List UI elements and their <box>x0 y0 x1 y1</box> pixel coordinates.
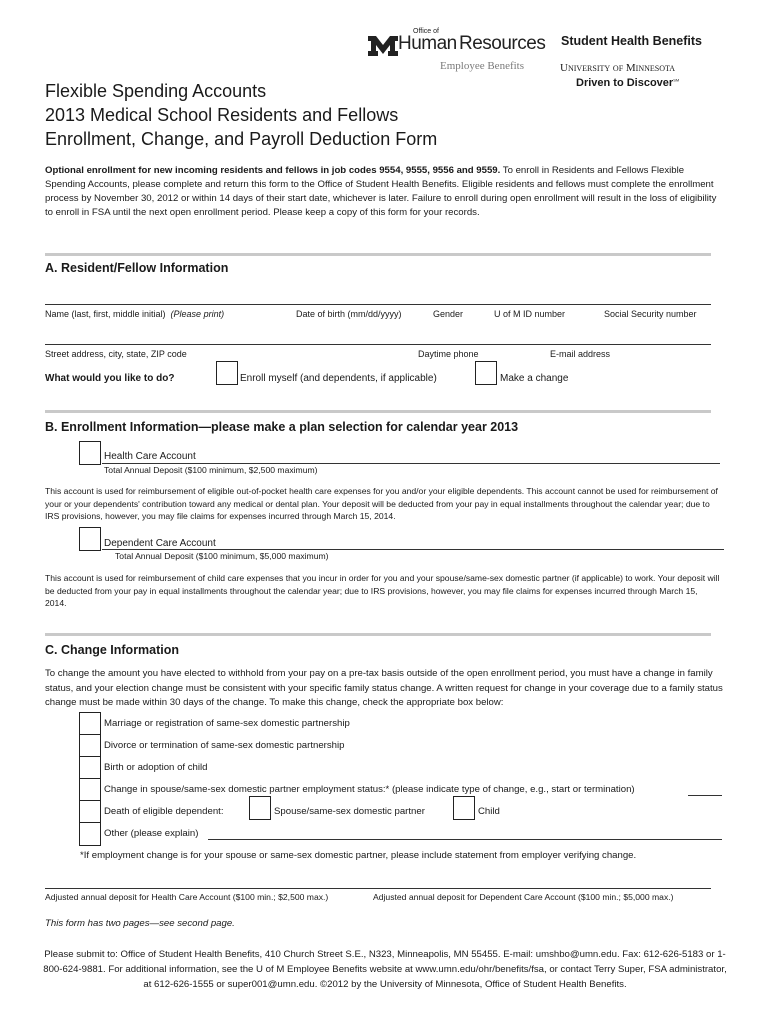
ssn-label: Social Security number <box>604 309 697 319</box>
opt-employment-checkbox[interactable] <box>79 778 101 802</box>
dca-deposit-note: Total Annual Deposit ($100 minimum, $5,000 maximum) <box>115 551 329 561</box>
opt-other-label: Other (please explain) <box>104 828 199 839</box>
dca-label: Dependent Care Account <box>104 538 216 549</box>
action-question: What would you like to do? <box>45 373 175 384</box>
hca-amount-line[interactable] <box>102 463 720 464</box>
opt-marriage-label: Marriage or registration of same-sex domestic partnership <box>104 718 350 729</box>
title-line-3: Enrollment, Change, and Payroll Deduction Form <box>45 129 438 149</box>
submit-instructions: Please submit to: Office of Student Health Benefits, 410 Church Street S.E., N323, Minneapolis, MN 55455. E-mail: umshbo@umn.edu. Fax: 612-626-5183 or 1-800-624-9881. For additional information, see the U of M Employee Benefits website at www.umn.edu/ohr/benefits/fsa, or contact Terry Super, FSA administrator, at 612-626-1555 or super001@umn.edu. ©2012 by the University of Minnesota, Office of Student Health Benefits. <box>43 949 727 990</box>
tagline-mark: SM <box>673 77 680 83</box>
hr-human: Human <box>398 33 457 54</box>
death-spouse-checkbox[interactable] <box>249 796 271 820</box>
intro-paragraph <box>45 164 725 220</box>
death-child-checkbox[interactable] <box>453 796 475 820</box>
form-title <box>45 79 437 151</box>
death-child-label: Child <box>478 806 500 817</box>
employment-footnote: *If employment change is for your spouse or same-sex domestic partner, please include statement from employer verifying change. <box>80 850 637 861</box>
please-print: (Please print) <box>170 309 225 319</box>
intro-text: To enroll in Residents and Fellows Flexible Spending Accounts, please complete and return this form to the Office of Student Health Benefits. Eligible residents and fellows must complete the enrollment process by November 30, 2012 or within 14 days of their start date, whichever is later. Failure to enroll during open enrollment will result in the loss of eligibility to enroll in FSA until the next open enrollment period. Please keep a copy of this form for your records. <box>45 165 717 218</box>
divider <box>45 410 711 413</box>
enroll-checkbox[interactable] <box>216 361 238 385</box>
opt-birth-checkbox[interactable] <box>79 756 101 780</box>
hca-checkbox[interactable] <box>79 441 101 465</box>
section-c-intro: To change the amount you have elected to withhold from your pay on a pre-tax basis outside of the open enrollment period, you must have a change in family status, and your election change must be consistent with your specific family status change. A written request for change in your coverage due to a family status change must be made within 30 days of the change. To make this change, check the appropriate box below: <box>45 668 723 708</box>
opt-employment-line[interactable] <box>688 795 722 796</box>
address-row-line[interactable] <box>45 344 711 345</box>
change-checkbox[interactable] <box>475 361 497 385</box>
umn-logo <box>557 34 717 94</box>
tagline-text: Driven to Discover <box>576 77 674 89</box>
hr-logo <box>366 28 546 76</box>
adj-hca-label: Adjusted annual deposit for Health Care Account ($100 min.; $2,500 max.) <box>45 892 329 902</box>
adjusted-deposit-line[interactable] <box>45 888 711 889</box>
divider <box>45 633 711 636</box>
opt-employment-label: Change in spouse/same-sex domestic partner employment status:* (please indicate type of change, e.g., start or termination) <box>104 784 635 795</box>
block-m-logo-icon <box>368 36 398 56</box>
opt-divorce-label: Divorce or termination of same-sex domestic partnership <box>104 740 345 751</box>
opt-divorce-checkbox[interactable] <box>79 734 101 758</box>
intro-bold: Optional enrollment for new incoming residents and fellows in job codes 9554, 9555, 9556 and 9559. <box>45 165 501 176</box>
enroll-label: Enroll myself (and dependents, if applicable) <box>240 373 437 384</box>
hca-label: Health Care Account <box>104 451 196 462</box>
hr-office-of: Office of <box>413 28 439 35</box>
death-spouse-label: Spouse/same-sex domestic partner <box>274 806 425 817</box>
opt-other-checkbox[interactable] <box>79 822 101 846</box>
umid-label: U of M ID number <box>494 309 566 319</box>
opt-death-checkbox[interactable] <box>79 800 101 824</box>
hr-resources: Resources <box>459 33 546 54</box>
section-a-heading: A. Resident/Fellow Information <box>45 261 229 275</box>
section-c-heading: C. Change Information <box>45 643 180 657</box>
opt-other-line[interactable] <box>208 839 722 840</box>
hca-description: This account is used for reimbursement of eligible out-of-pocket health care expenses for you and/or your eligible dependents. This account cannot be used for reimbursement of your or your dependents' contribution toward any medical or dental plan. Your deposit will be deducted from your pay in equal installments throughout the calendar year; due to IRS provisions, however, you may file claims for expenses incurred through March 15, 2014. <box>45 486 718 521</box>
title-line-1: Flexible Spending Accounts <box>45 81 267 101</box>
opt-marriage-checkbox[interactable] <box>79 712 101 736</box>
street-label: Street address, city, state, ZIP code <box>45 349 187 359</box>
tagline <box>576 77 679 89</box>
opt-birth-label: Birth or adoption of child <box>104 762 208 773</box>
name-label <box>45 309 224 319</box>
change-label: Make a change <box>500 373 569 384</box>
umn-label: University of Minnesota <box>560 62 676 74</box>
phone-label: Daytime phone <box>418 349 479 359</box>
title-line-2: 2013 Medical School Residents and Fellows <box>45 105 399 125</box>
email-label: E-mail address <box>550 349 611 359</box>
hca-deposit-note: Total Annual Deposit ($100 minimum, $2,500 maximum) <box>104 465 318 475</box>
gender-label: Gender <box>433 309 464 319</box>
shb-label: Student Health Benefits <box>561 34 702 48</box>
adj-dca-label: Adjusted annual deposit for Dependent Care Account ($100 min.; $5,000 max.) <box>373 892 674 902</box>
dca-checkbox[interactable] <box>79 527 101 551</box>
name-label-text: Name (last, first, middle initial) <box>45 309 166 319</box>
dca-description: This account is used for reimbursement of child care expenses that you incur in order for you and your spouse/same-sex domestic partner (if applicable) to work. Your deposit will be deducted from your pay in equal installments throughout the calendar year; due to IRS provisions, however, you may file claims for expenses incurred through March 15, 2014. <box>45 573 720 608</box>
name-row-line[interactable] <box>45 304 711 305</box>
dca-amount-line[interactable] <box>102 549 724 550</box>
hr-subtitle: Employee Benefits <box>440 60 525 72</box>
dob-label: Date of birth (mm/dd/yyyy) <box>296 309 402 319</box>
divider <box>45 253 711 256</box>
opt-death-label: Death of eligible dependent: <box>104 806 224 817</box>
section-b-heading: B. Enrollment Information—please make a plan selection for calendar year 2013 <box>45 420 519 434</box>
two-pages-note: This form has two pages—see second page. <box>45 918 235 929</box>
